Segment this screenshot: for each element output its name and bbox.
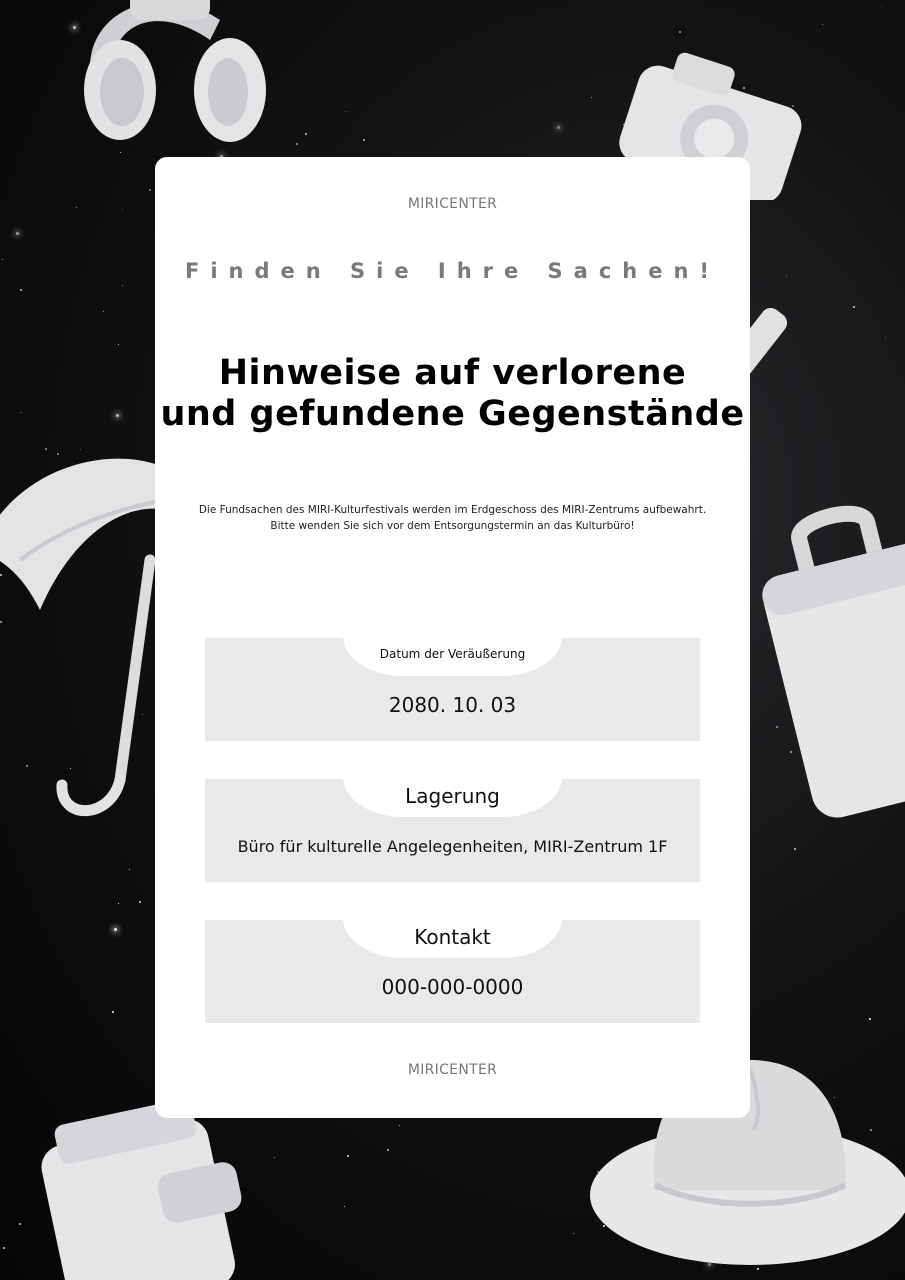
star	[2, 259, 3, 260]
star	[20, 289, 22, 291]
star	[881, 6, 882, 7]
star	[387, 1149, 389, 1151]
star	[853, 306, 855, 308]
intro-line-1: Die Fundsachen des MIRI-Kulturfestivals werden im Erdgeschoss des MIRI-Zentrums aufbewahrt.	[198, 504, 707, 516]
star	[347, 1155, 349, 1157]
star	[344, 1206, 345, 1207]
info-label-date: Datum der Veräußerung	[379, 647, 526, 661]
star	[363, 139, 365, 141]
star	[122, 209, 123, 210]
info-label-contact: Kontakt	[414, 925, 491, 949]
star	[118, 344, 119, 345]
star	[149, 189, 151, 191]
intro-text	[155, 502, 750, 534]
star	[114, 928, 117, 931]
info-value-date: 2080. 10. 03	[388, 693, 517, 717]
star	[869, 1018, 871, 1020]
info-value-contact: 000-000-0000	[381, 975, 524, 999]
info-panel-storage	[205, 779, 700, 882]
brand-top: MIRICENTER	[407, 196, 498, 212]
tagline: Finden Sie Ihre Sachen!	[184, 259, 721, 283]
headline	[155, 353, 750, 435]
star	[274, 1157, 275, 1158]
star	[139, 901, 141, 903]
headline-line-2: und gefundene Gegenstände	[160, 394, 745, 434]
star	[76, 207, 77, 208]
star	[399, 1125, 400, 1126]
star	[116, 414, 119, 417]
star	[103, 311, 104, 312]
star	[296, 143, 298, 145]
brand-bottom: MIRICENTER	[407, 1062, 498, 1078]
star	[822, 24, 823, 25]
star	[19, 1223, 21, 1225]
star	[591, 97, 592, 98]
star	[679, 31, 681, 33]
poster-card	[155, 157, 750, 1118]
info-label-storage: Lagerung	[405, 784, 500, 808]
star	[786, 276, 787, 277]
star	[305, 133, 307, 135]
lunchbox-icon	[755, 500, 905, 840]
star	[794, 848, 796, 850]
star	[122, 285, 123, 286]
star	[112, 1011, 114, 1013]
star	[21, 412, 22, 413]
star	[345, 111, 346, 112]
star	[573, 1233, 574, 1234]
wallet-icon	[30, 1090, 250, 1280]
star	[118, 903, 119, 904]
info-panel-contact	[205, 920, 700, 1023]
star	[129, 869, 130, 870]
star	[885, 337, 886, 338]
info-panel-date	[205, 638, 700, 741]
star	[120, 152, 121, 153]
star	[557, 126, 560, 129]
star	[3, 1247, 5, 1249]
umbrella-icon	[0, 440, 175, 830]
headphones-icon	[60, 0, 280, 150]
intro-line-2: Bitte wenden Sie sich vor dem Entsorgungstermin an das Kulturbüro!	[270, 520, 635, 532]
star	[16, 232, 19, 235]
headline-line-1: Hinweise auf verlorene	[218, 353, 687, 393]
info-value-storage: Büro für kulturelle Angelegenheiten, MIRI-Zentrum 1F	[237, 837, 668, 856]
